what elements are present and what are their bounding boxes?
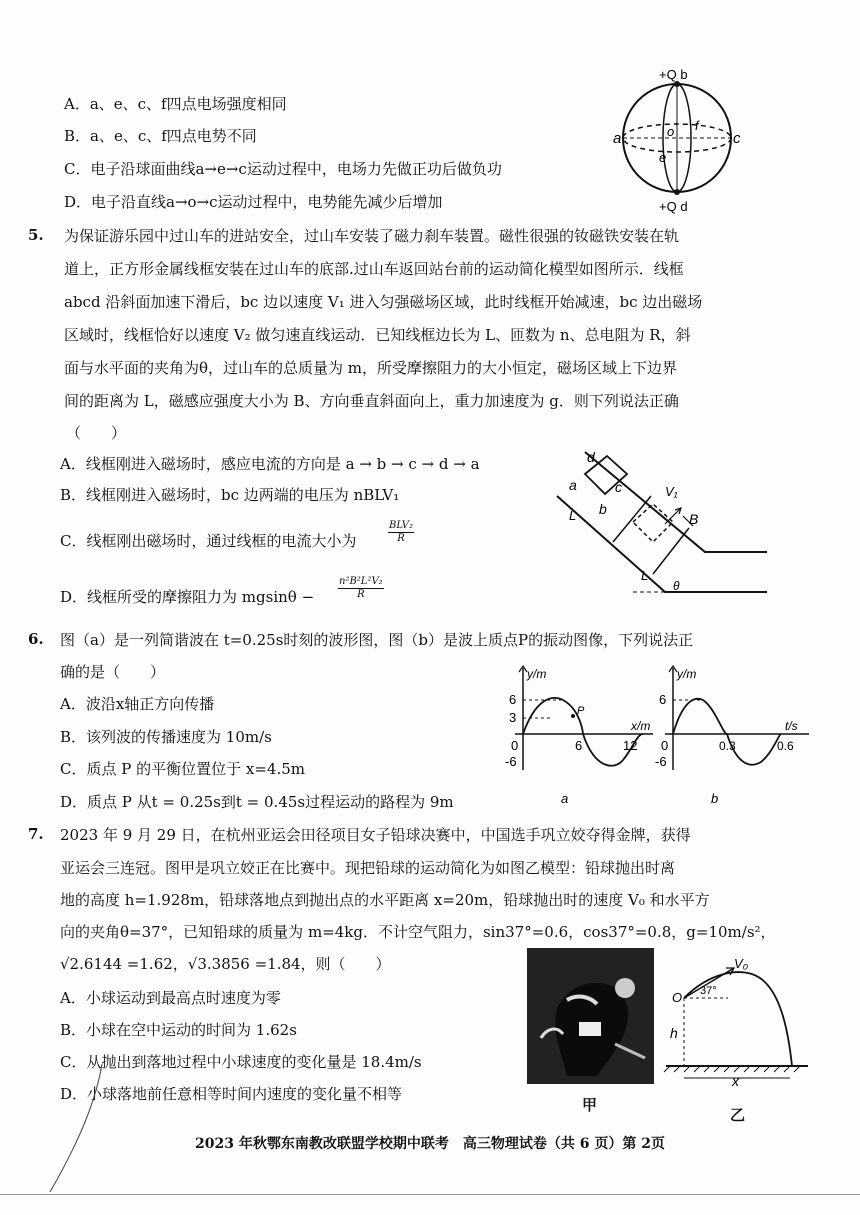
q5-label-d: d (587, 449, 595, 465)
q7-label-o: O (672, 990, 683, 1005)
q5-answer-blank: （ ） (66, 424, 127, 442)
q7-stem-line: 向的夹角θ=37°，已知铅球的质量为 m=4kg．不计空气阻力，sin37°=0.6，cos37°=0.8，g=10m/s²， (60, 923, 776, 941)
q6b-tick-y: 0 (661, 738, 669, 753)
q6a-tick-x: 6 (575, 738, 583, 753)
q6a-tick-y: 0 (511, 738, 519, 753)
q6a-y-label: y/m (527, 667, 547, 681)
q6a-x-label: x/m (631, 719, 651, 733)
athlete-silhouette (527, 948, 654, 1084)
q7-number: 7. (28, 825, 44, 843)
q4-label-bottom: +Q d (659, 199, 688, 214)
q5-number: 5. (28, 226, 44, 244)
q6b-caption: b (711, 791, 719, 806)
q6b-tick-y: -6 (655, 754, 667, 769)
q4-label-f: f (695, 118, 699, 133)
q4-option-d: D．电子沿直线a→o→c运动过程中，电势能先减少后增加 (64, 193, 443, 211)
q5-label-l2: L (641, 568, 649, 583)
fraction-denominator: R (397, 533, 405, 544)
q5-option-b: B．线框刚进入磁场时，bc 边两端的电压为 nBLV₁ (60, 486, 400, 504)
q5-stem-line: 区域时，线框恰好以速度 V₂ 做匀速直线运动．已知线框边长为 L、匝数为 n、总电阻为 R，斜 (64, 326, 691, 344)
q5-stem-line: 道上，正方形金属线框安装在过山车的底部.过山车返回站台前的运动简化模型如图所示．线框 (64, 260, 684, 278)
q5-label-a: a (569, 477, 577, 493)
q7-stem-line: 亚运会三连冠。图甲是巩立姣正在比赛中。现把铅球的运动简化为如图乙模型：铅球抛出时离 (60, 859, 676, 877)
fig-jia-caption: 甲 (582, 1096, 598, 1114)
q6b-tick-x: 0.6 (777, 739, 794, 753)
q6a-tick-y: 3 (509, 710, 517, 725)
q5-option-c-fraction (388, 520, 414, 545)
q6a-point-p: P (577, 705, 585, 717)
q6-stem-line: 图（a）是一列简谐波在 t=0.25s时刻的波形图，图（b）是波上质点P的振动图像，下列说法正 (60, 631, 694, 649)
q5-incline-figure (555, 450, 770, 600)
q7-label-h: h (670, 1025, 678, 1041)
q5-stem-line: 间的距离为 L，磁感应强度大小为 B、方向垂直斜面向上，重力加速度为 g．则下列说法正确 (64, 392, 679, 410)
q5-stem-line: abcd 沿斜面加速下滑后，bc 边以速度 V₁ 进入匀强磁场区域，此时线框开始减速，bc 边出磁场 (64, 293, 703, 311)
q5-label-b: b (599, 501, 607, 517)
q6-number: 6. (28, 630, 44, 648)
bottom-edge-line (0, 1194, 860, 1195)
q4-option-b: B．a、e、c、f四点电势不同 (64, 127, 257, 145)
q7-label-v0: V₀ (734, 956, 749, 971)
q5-label-b-field: B (689, 511, 699, 527)
q4-label-a: a (613, 130, 622, 147)
q7-label-x: x (732, 1073, 739, 1089)
q7-stem-line: 2023 年 9 月 29 日，在杭州亚运会田径项目女子铅球决赛中，中国选手巩立姣夺得金牌，获得 (60, 826, 691, 844)
q5-option-d: D．线框所受的摩擦阻力为 mgsinθ − (60, 588, 315, 606)
q5-stem-line: 为保证游乐园中过山车的进站安全，过山车安装了磁力刹车装置。磁性很强的钕磁铁安装在轨 (64, 227, 680, 245)
athlete-photo (527, 948, 654, 1084)
q6-graph-a (505, 660, 655, 810)
q5-label-v1: V₁ (665, 484, 678, 499)
q7-trajectory-figure (660, 958, 810, 1088)
q4-label-top: +Q b (659, 67, 688, 82)
q5-label-theta: θ (673, 579, 680, 593)
q7-option-c: C．从抛出到落地过程中小球速度的变化量是 18.4m/s (60, 1053, 422, 1071)
fraction-numerator: BLV₂ (389, 520, 414, 531)
q6-option-d: D．质点 P 从t = 0.25s到t = 0.45s过程运动的路程为 9m (60, 793, 454, 811)
q6-option-b: B．该列波的传播速度为 10m/s (60, 728, 272, 746)
q7-stem-line: 地的高度 h=1.928m，铅球落地点到抛出点的水平距离 x=20m，铅球抛出时的速度 V₀ 和水平方 (60, 891, 710, 909)
q6b-tick-x: 0.3 (719, 739, 736, 753)
fig-yi-caption: 乙 (730, 1106, 746, 1124)
q6-option-a: A．波沿x轴正方向传播 (60, 695, 215, 713)
q5-stem-line: 面与水平面的夹角为θ，过山车的总质量为 m，所受摩擦阻力的大小恒定，磁场区域上下边界 (64, 359, 678, 377)
q6a-tick-y: 6 (509, 692, 517, 707)
q7-stem-line: √2.6144 =1.62，√3.3856 =1.84，则（ ） (60, 955, 391, 973)
q6b-y-label: y/m (677, 667, 697, 681)
q7-option-b: B．小球在空中运动的时间为 1.62s (60, 1021, 297, 1039)
q6a-caption: a (561, 791, 569, 806)
q6-graph-b (655, 660, 815, 810)
page-footer: 2023 年秋鄂东南教改联盟学校期中联考 高三物理试卷（共 6 页）第 2页 (195, 1136, 665, 1152)
fraction-denominator: R (357, 589, 365, 600)
q7-label-angle: 37° (700, 985, 717, 997)
q5-label-l1: L (569, 508, 577, 523)
q6a-tick-x: 12 (623, 738, 638, 753)
fraction-numerator: n²B²L²V₂ (339, 576, 383, 587)
q4-label-e: e (659, 150, 667, 165)
q5-option-c: C．线框刚出磁场时，通过线框的电流大小为 (60, 532, 357, 550)
q5-option-d-fraction (338, 576, 384, 601)
q6-stem-line: 确的是（ ） (60, 663, 166, 681)
q4-sphere-figure (615, 66, 745, 216)
q6a-tick-y: -6 (505, 754, 517, 769)
q4-option-a: A．a、e、c、f四点电场强度相同 (64, 95, 287, 113)
q4-label-o: o (667, 124, 675, 139)
q4-option-c: C．电子沿球面曲线a→e→c运动过程中，电场力先做正功后做负功 (64, 160, 502, 178)
q6b-x-label: t/s (785, 719, 798, 733)
q7-option-d: D．小球落地前任意相等时间内速度的变化量不相等 (60, 1085, 403, 1103)
q7-option-a: A．小球运动到最高点时速度为零 (60, 989, 281, 1007)
pen-mark (40, 1060, 110, 1200)
q5-label-c: c (615, 479, 622, 495)
q5-option-a: A．线框刚进入磁场时，感应电流的方向是 a → b → c → d → a (60, 455, 480, 473)
q6-option-c: C．质点 P 的平衡位置位于 x=4.5m (60, 760, 305, 778)
q4-label-c: c (733, 130, 741, 147)
q6b-tick-y: 6 (659, 692, 667, 707)
